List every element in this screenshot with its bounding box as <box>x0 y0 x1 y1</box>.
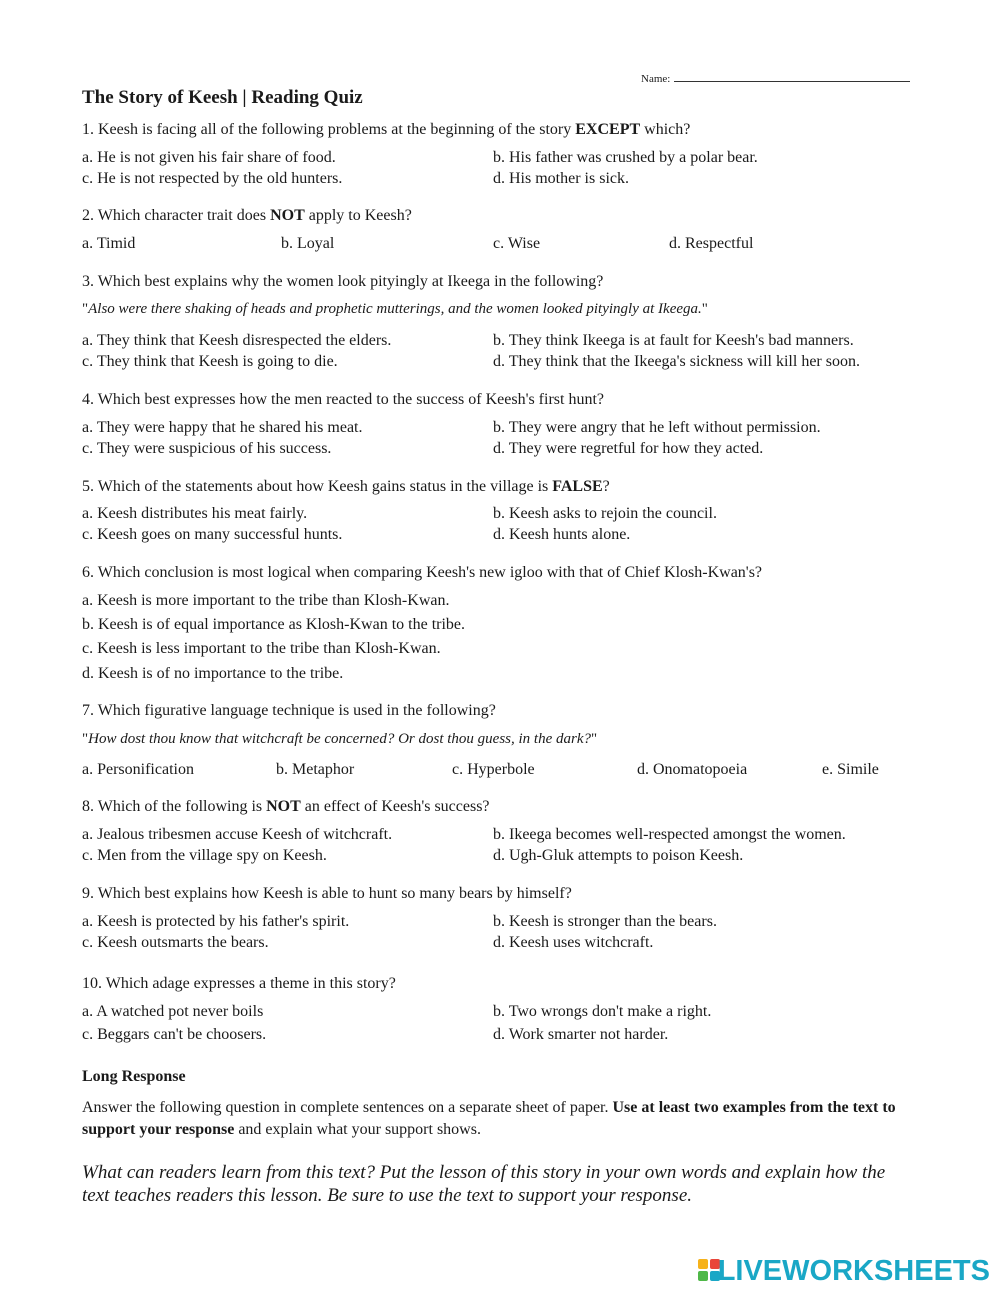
q5-option-c[interactable]: c. Keesh goes on many successful hunts. <box>82 526 343 543</box>
q6-option-b[interactable]: b. Keesh is of equal importance as Klosh-Kwan to the tribe. <box>82 616 466 633</box>
question-1: 1. Keesh is facing all of the following problems at the beginning of the story EXCEPT which? <box>82 121 691 138</box>
long-response-heading: Long Response <box>82 1068 186 1085</box>
q10-option-c[interactable]: c. Beggars can't be choosers. <box>82 1026 267 1043</box>
q3-option-b[interactable]: b. They think Ikeega is at fault for Keesh's bad manners. <box>493 332 854 349</box>
q6-option-a[interactable]: a. Keesh is more important to the tribe than Klosh-Kwan. <box>82 592 450 609</box>
q4-option-d[interactable]: d. They were regretful for how they acted. <box>493 440 764 457</box>
q6-option-c[interactable]: c. Keesh is less important to the tribe than Klosh-Kwan. <box>82 640 441 657</box>
q3-option-c[interactable]: c. They think that Keesh is going to die. <box>82 353 338 370</box>
q3-option-a[interactable]: a. They think that Keesh disrespected the elders. <box>82 332 392 349</box>
q7-quote: "How dost thou know that witchcraft be concerned? Or dost thou guess, in the dark?" <box>82 731 598 747</box>
q10-option-d[interactable]: d. Work smarter not harder. <box>493 1026 669 1043</box>
question-3: 3. Which best explains why the women look pityingly at Ikeega in the following? <box>82 273 604 290</box>
q7-option-c[interactable]: c. Hyperbole <box>452 761 535 778</box>
q5-option-d[interactable]: d. Keesh hunts alone. <box>493 526 631 543</box>
q7-option-e[interactable]: e. Simile <box>822 761 879 778</box>
q2-option-a[interactable]: a. Timid <box>82 235 136 252</box>
q1-option-c[interactable]: c. He is not respected by the old hunters. <box>82 170 343 187</box>
q8-option-d[interactable]: d. Ugh-Gluk attempts to poison Keesh. <box>493 847 744 864</box>
q2-option-c[interactable]: c. Wise <box>493 235 541 252</box>
q7-option-a[interactable]: a. Personification <box>82 761 194 778</box>
q1-option-b[interactable]: b. His father was crushed by a polar bear. <box>493 149 758 166</box>
q8-option-c[interactable]: c. Men from the village spy on Keesh. <box>82 847 327 864</box>
q9-option-a[interactable]: a. Keesh is protected by his father's spirit. <box>82 913 350 930</box>
q10-option-a[interactable]: a. A watched pot never boils <box>82 1003 264 1020</box>
name-field-line[interactable] <box>674 71 910 82</box>
q7-option-b[interactable]: b. Metaphor <box>276 761 355 778</box>
q2-option-d[interactable]: d. Respectful <box>669 235 754 252</box>
q5-option-a[interactable]: a. Keesh distributes his meat fairly. <box>82 505 308 522</box>
question-8: 8. Which of the following is NOT an effect of Keesh's success? <box>82 798 490 815</box>
q1-option-a[interactable]: a. He is not given his fair share of food. <box>82 149 336 166</box>
q4-option-b[interactable]: b. They were angry that he left without permission. <box>493 419 821 436</box>
q4-option-c[interactable]: c. They were suspicious of his success. <box>82 440 332 457</box>
long-response-prompt: What can readers learn from this text? Put the lesson of this story in your own words and explain how the text teaches readers this lesson. Be sure to use the text to support your response. <box>82 1162 886 1206</box>
q3-option-d[interactable]: d. They think that the Ikeega's sickness will kill her soon. <box>493 353 860 370</box>
long-response-instructions: Answer the following question in complete sentences on a separate sheet of paper. Use at least two examples from the text to support your response and explain what your support shows. <box>82 1099 896 1138</box>
q8-option-b[interactable]: b. Ikeega becomes well-respected amongst the women. <box>493 826 846 843</box>
q10-option-b[interactable]: b. Two wrongs don't make a right. <box>493 1003 712 1020</box>
liveworksheets-logo: LIVEWORKSHEETS <box>717 1255 990 1287</box>
q9-option-b[interactable]: b. Keesh is stronger than the bears. <box>493 913 717 930</box>
question-9: 9. Which best explains how Keesh is able to hunt so many bears by himself? <box>82 885 572 902</box>
q1-option-d[interactable]: d. His mother is sick. <box>493 170 629 187</box>
q7-option-d[interactable]: d. Onomatopoeia <box>637 761 748 778</box>
question-6: 6. Which conclusion is most logical when comparing Keesh's new igloo with that of Chief Klosh-Kwan's? <box>82 564 763 581</box>
q6-option-d[interactable]: d. Keesh is of no importance to the tribe. <box>82 665 344 682</box>
q9-option-c[interactable]: c. Keesh outsmarts the bears. <box>82 934 269 951</box>
page-title: The Story of Keesh | Reading Quiz <box>82 87 363 108</box>
q3-quote: "Also were there shaking of heads and prophetic mutterings, and the women looked pityingly at Ikeega." <box>82 301 708 317</box>
q9-option-d[interactable]: d. Keesh uses witchcraft. <box>493 934 654 951</box>
question-5: 5. Which of the statements about how Keesh gains status in the village is FALSE? <box>82 478 610 495</box>
liveworksheets-logo-icon <box>698 1259 720 1281</box>
question-7: 7. Which figurative language technique is used in the following? <box>82 702 496 719</box>
q2-option-b[interactable]: b. Loyal <box>281 235 335 252</box>
name-field-label: Name: <box>641 71 910 85</box>
question-10: 10. Which adage expresses a theme in this story? <box>82 975 396 992</box>
question-4: 4. Which best expresses how the men reacted to the success of Keesh's first hunt? <box>82 391 604 408</box>
q4-option-a[interactable]: a. They were happy that he shared his meat. <box>82 419 363 436</box>
question-2: 2. Which character trait does NOT apply to Keesh? <box>82 207 412 224</box>
q5-option-b[interactable]: b. Keesh asks to rejoin the council. <box>493 505 717 522</box>
q8-option-a[interactable]: a. Jealous tribesmen accuse Keesh of witchcraft. <box>82 826 393 843</box>
